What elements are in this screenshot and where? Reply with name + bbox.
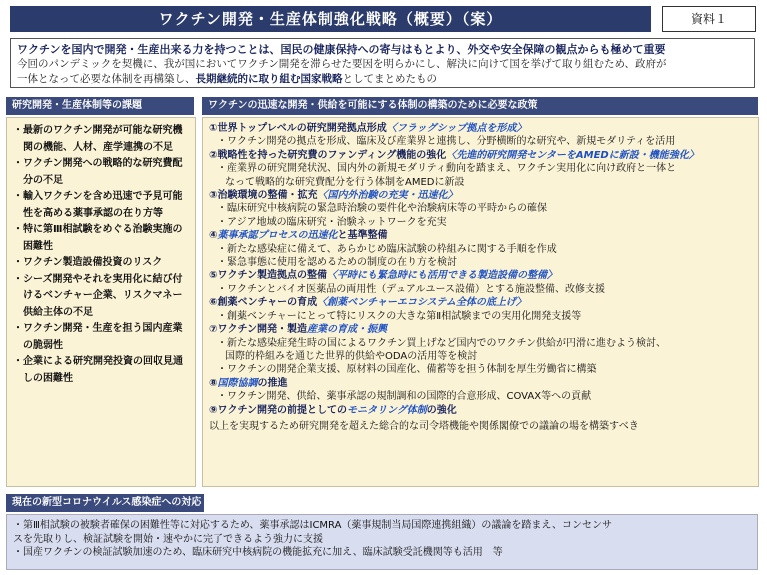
policy-item: [209, 189, 752, 229]
issue-item: ・ワクチン開発・生産を担う国内産業の脆弱性: [13, 323, 183, 351]
policy-detail: 国際的枠組みを通じた世界的供給やODAの活用等を検討: [225, 350, 478, 362]
policy-emphasis: 産業の育成・振興: [306, 324, 387, 336]
policy-item: [209, 323, 752, 377]
issue-item: ・ワクチン製造設備投資のリスク: [13, 257, 163, 268]
policy-detail: ・臨床研究中核病院の緊急時治験の要件化や治験病床等の平時からの確保: [217, 203, 547, 215]
policy-detail: ・産業界の研究開発状況、国内外の新規モダリティ動向を踏まえ、ワクチン実用化に向け政府と一体と: [217, 163, 677, 175]
policy-title: ⑧: [209, 377, 218, 389]
intro-emphasis: 長期継続的に取り組む国家戦略: [195, 73, 343, 85]
policy-item: [209, 149, 752, 189]
policy-heading: [209, 189, 752, 202]
intro-lead: ワクチンを国内で開発・生産出来る力を持つことは、国民の健康保持への寄与はもとより、外交や安全保障の観点からも極めて重要: [17, 43, 666, 56]
policy-emphasis: 〈フラッグシップ拠点を形成〉: [386, 123, 527, 134]
policy-heading: [209, 269, 752, 282]
policy-detail: なって戦略的な研究費配分を行う体制をAMEDに新設: [225, 176, 465, 188]
policy-title-tail: の強化: [426, 404, 457, 416]
policy-title: ③治験環境の整備・拡充: [209, 190, 318, 202]
policy-title: ④: [209, 230, 218, 242]
intro-body: [17, 57, 748, 87]
policy-heading: [209, 229, 752, 242]
policy-heading: [209, 404, 752, 417]
issue-item: ・最新のワクチン開発が可能な研究機関の機能、人材、産学連携の不足: [13, 125, 183, 153]
current-response-panel: [6, 514, 758, 570]
policy-title: ⑥創薬ベンチャーの育成: [209, 297, 318, 309]
issue-item: ・輸入ワクチンを含め迅速で予見可能性を高める薬事承認の在り方等: [13, 191, 183, 219]
policy-detail: ・アジア地域の臨床研究・治験ネットワークを充実: [217, 216, 447, 228]
policy-heading: [209, 377, 752, 390]
policy-heading: [209, 323, 752, 336]
policy-detail: ・ワクチン開発、供給、薬事承認の規制調和の国際的合意形成、COVAX等への貢献: [217, 391, 592, 403]
page-title: ワクチン開発・生産体制強化戦略（概要）（案）: [10, 6, 651, 32]
policy-item: [209, 296, 752, 323]
current-response-item: ・国産ワクチンの検証試験加速のため、臨床研究中核病院の機能拡充に加え、臨床試験受託機関等も活用 等: [13, 547, 503, 558]
intro-text-a: 今回のパンデミックを契機に、我が国においてワクチン開発を滞らせた要因を明らかにし、解決に向けて国を挙げて取り組むため、政府が: [17, 58, 667, 70]
issue-item: ・特に第Ⅲ相試験をめぐる治験実施の困難性: [13, 224, 183, 252]
policy-title: ②戦略性を持った研究費のファンディング機能の強化: [209, 149, 447, 161]
current-response-item-cont: スを先取りし、検証試験を開始・速やかに完了できるよう強力に支援: [13, 533, 323, 545]
policy-title: ⑨ワクチン開発の前提としての: [209, 404, 347, 416]
policy-emphasis: 薬事承認プロセスの迅速化: [217, 230, 338, 242]
policy-detail: ・ワクチン開発の拠点を形成、臨床及び産業界と連携し、分野横断的な研究や、新規モダリティを活用: [217, 136, 676, 148]
policy-detail: ・創薬ベンチャーにとって特にリスクの大きな第Ⅱ相試験までの実用化開発支援等: [217, 310, 582, 322]
policies-panel: [202, 117, 759, 487]
policy-title: ⑦ワクチン開発・製造: [209, 324, 307, 336]
policy-item: [209, 122, 752, 149]
policy-detail: ・新たな感染症発生時の国によるワクチン買上げなど国内でのワクチン供給が円滑に進むよう検討、: [217, 337, 666, 349]
current-response-item: ・第Ⅲ相試験の被験者確保の困難性等に対応するため、薬事承認はICMRA（薬事規制当局国際連携組織）の議論を踏まえ、コンセンサ: [13, 520, 613, 531]
policy-heading: [209, 149, 752, 162]
policy-emphasis: 国際協調: [217, 377, 258, 389]
issue-item: ・企業による研究開発投資の回収見通しの困難性: [13, 356, 183, 384]
policy-detail: ・ワクチンとバイオ医薬品の両用性（デュアルユース設備）とする施設整備、改修支援: [217, 283, 605, 295]
policy-detail: ・緊急事態に使用を認めるための制度の在り方を検討: [217, 257, 457, 269]
policy-item: [209, 377, 752, 404]
issue-item: ・シーズ開発やそれを実用化に結び付けるベンチャー企業、リスクマネー供給主体の不足: [13, 273, 183, 318]
issue-item: ・ワクチン開発への戦略的な研究費配分の不足: [13, 158, 183, 186]
policies-header: ワクチンの迅速な開発・供給を可能にする体制の構築のために必要な政策: [202, 97, 758, 115]
intro-box: [10, 38, 755, 88]
policy-item: [209, 404, 752, 417]
policy-item: [209, 229, 752, 269]
intro-text-d: としてまとめたもの: [342, 73, 437, 85]
document-label: 資料１: [662, 6, 756, 32]
policy-emphasis: モニタリング体制: [346, 404, 427, 416]
issues-header: 研究開発・生産体制等の課題: [6, 97, 194, 115]
policy-title: ①世界トップレベルの研究開発拠点形成: [209, 123, 387, 134]
policy-emphasis: 〈平時にも緊急時にも活用できる製造設備の整備〉: [326, 270, 557, 282]
policy-item: [209, 269, 752, 296]
policy-detail: ・ワクチンの開発企業支援、原材料の国産化、備蓄等を担う体制を厚生労働省に構築: [217, 364, 597, 376]
current-response-header: 現在の新型コロナウイルス感染症への対応: [6, 494, 204, 512]
policy-emphasis: 〈創薬ベンチャーエコシステム全体の底上げ〉: [317, 297, 526, 309]
issues-panel: [6, 117, 196, 487]
policy-emphasis: 〈先進的研究開発センターをAMEDに新設・機能強化〉: [446, 149, 699, 161]
policy-detail: ・新たな感染症に備えて、あらかじめ臨床試験の枠組みに関する手順を作成: [217, 243, 557, 255]
policy-heading: [209, 296, 752, 309]
policy-title-tail: の推進: [257, 377, 288, 389]
policy-title-tail: と基準整備: [337, 230, 388, 242]
intro-text-b: 一体となって必要な体制を再構築し、: [17, 73, 196, 85]
closing-statement: 以上を実現するため研究開発を超えた総合的な司令塔機能や関係閣僚での議論の場を構築すべき: [209, 420, 639, 432]
policy-heading: [209, 122, 752, 135]
policy-title: ⑤ワクチン製造拠点の整備: [209, 270, 327, 282]
issues-list: [13, 123, 191, 387]
policy-emphasis: 〈国内外治験の充実・迅速化〉: [317, 190, 458, 202]
policies-list: [209, 122, 752, 417]
